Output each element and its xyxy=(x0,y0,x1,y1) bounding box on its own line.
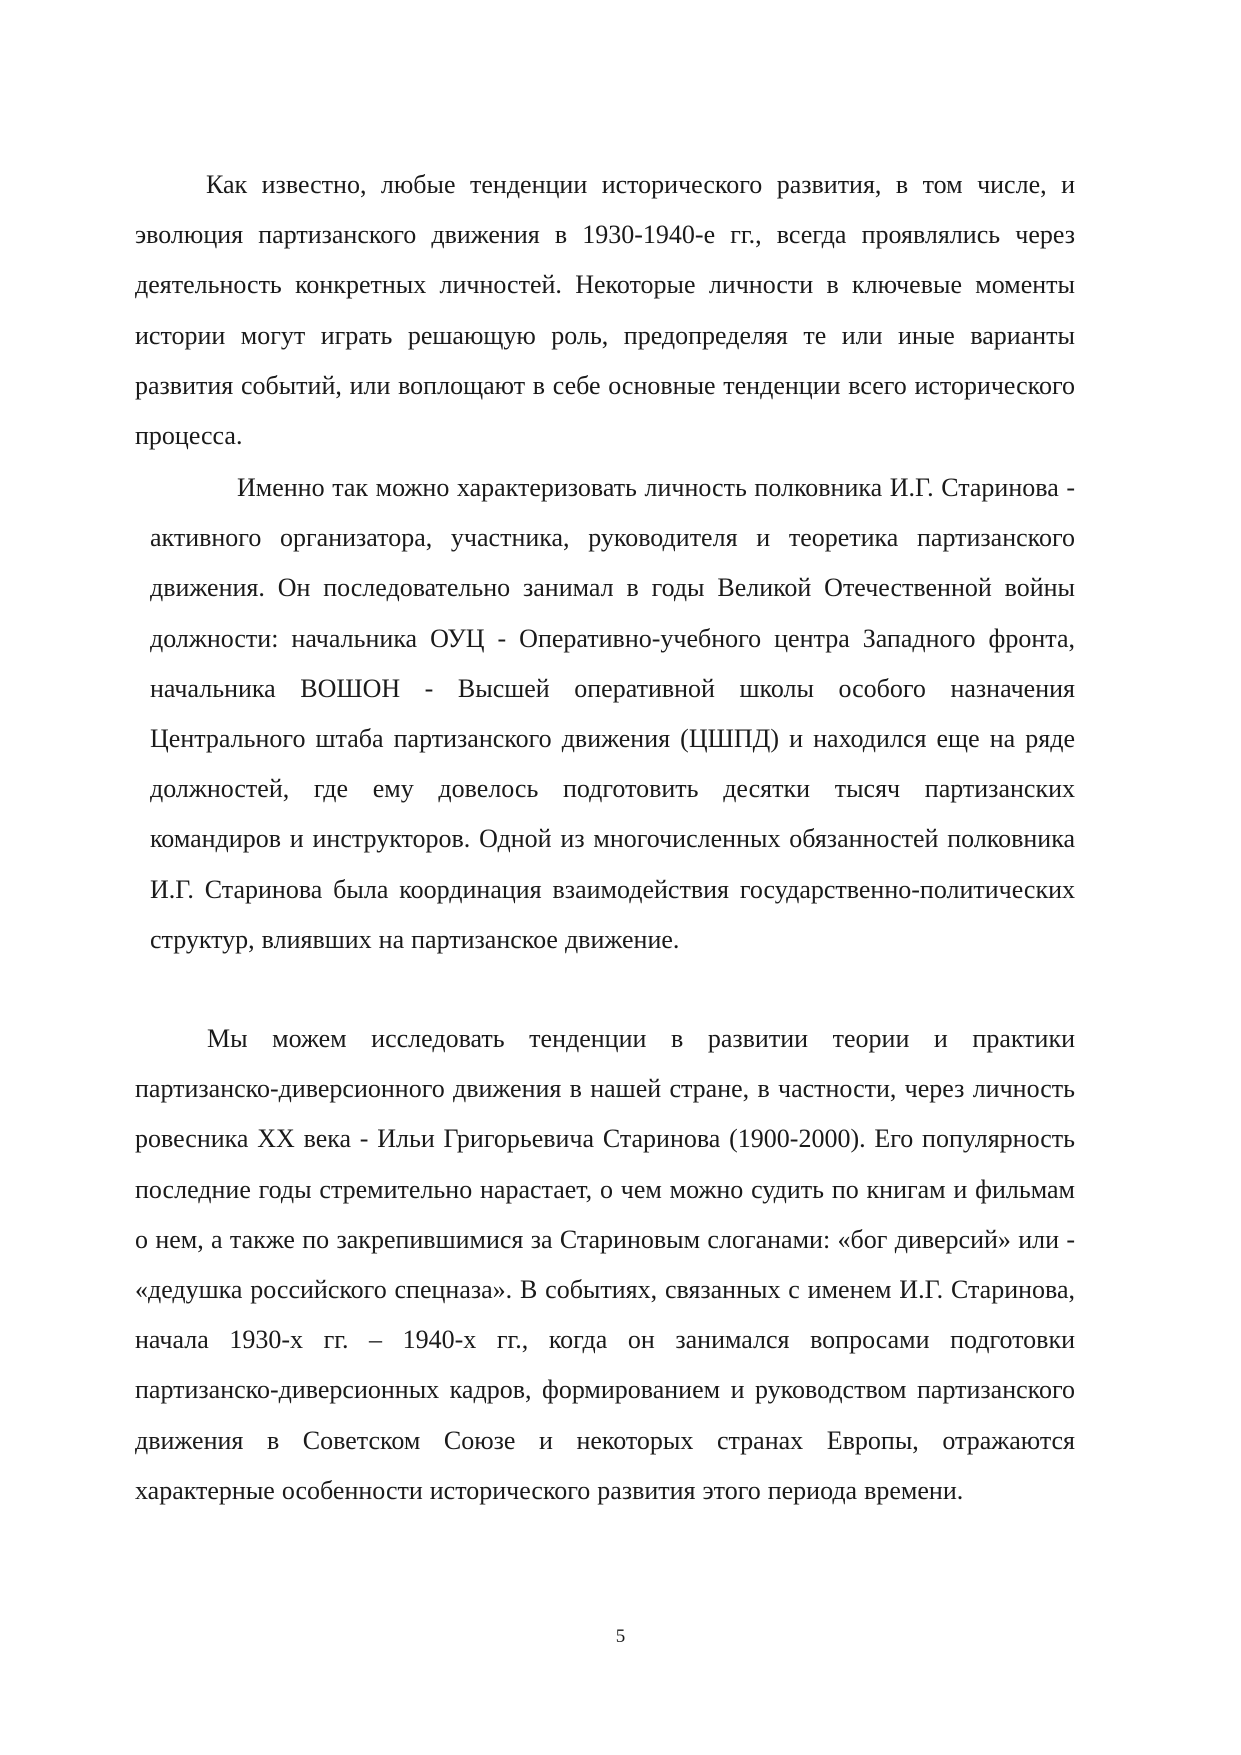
paragraph-3: Мы можем исследовать тенденции в развитии теории и практики партизанско-диверсионного движения в нашей стране, в частности, через личность ровесника XX века - Ильи Григорьевича Старинова (1900-2000). Его популярность последние годы стремительно нарастает, о чем можно судить по книгам и фильмам о нем, а также по закрепившимися за Стариновым слоганами: «бог диверсий» или - «дедушка российского спецназа». В событиях, связанных с именем И.Г. Старинова, начала 1930-х гг. – 1940-х гг., когда он занимался вопросами подготовки партизанско-диверсионных кадров, формированием и руководством партизанского движения в Советском Союзе и некоторых странах Европы, отражаются характерные особенности исторического развития этого периода времени. xyxy=(135,1024,1075,1505)
paragraph-1: Как известно, любые тенденции исторического развития, в том числе, и эволюция партизанского движения в 1930-1940-е гг., всегда проявлялись через деятельность конкретных личностей. Некоторые личности в ключевые моменты истории могут играть решающую роль, предопределяя те или иные варианты развития событий, или воплощают в себе основные тенденции всего исторического процесса. xyxy=(135,170,1075,451)
paragraph-2: Именно так можно характеризовать личность полковника И.Г. Старинова - активного организатора, участника, руководителя и теоретика партизанского движения. Он последовательно занимал в годы Великой Отечественной войны должности: начальника ОУЦ - Оперативно-учебного центра Западного фронта, начальника ВОШОН - Высшей оперативной школы особого назначения Центрального штаба партизанского движения (ЦШПД) и находился еще на ряде должностей, где ему довелось подготовить десятки тысяч партизанских командиров и инструкторов. Одной из многочисленных обязанностей полковника И.Г. Старинова была координация взаимодействия государственно-политических структур, влиявших на партизанское движение. xyxy=(150,473,1075,954)
page-number: 5 xyxy=(615,1626,626,1647)
